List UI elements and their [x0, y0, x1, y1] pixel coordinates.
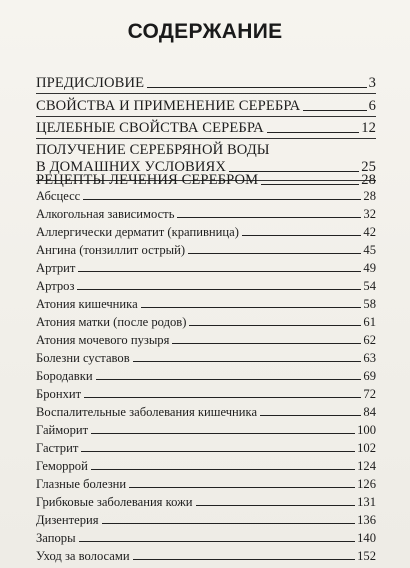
- toc-item-label: Дизентерия: [36, 513, 99, 527]
- toc-page-number: 45: [363, 243, 376, 257]
- toc-page-number: 42: [363, 225, 376, 239]
- leader-line: [96, 379, 362, 380]
- leader-line: [84, 397, 361, 398]
- toc-item-label: Атония мочевого пузыря: [36, 333, 170, 347]
- toc-item-label: Ангина (тонзиллит острый): [36, 243, 186, 257]
- toc-page-number: 3: [368, 75, 376, 91]
- toc-item: [36, 297, 376, 312]
- toc-item: [36, 279, 376, 294]
- toc-page-number: 124: [357, 459, 376, 473]
- divider: [36, 116, 376, 117]
- toc-section-properties: [36, 98, 376, 115]
- toc-item-label: Бронхит: [36, 387, 82, 401]
- leader-line: [83, 199, 361, 200]
- toc-item-label: Глазные болезни: [36, 477, 127, 491]
- leader-line: [189, 325, 361, 326]
- toc-item-label: Абсцесс: [36, 189, 81, 203]
- leader-line: [91, 469, 355, 470]
- toc-item: [36, 369, 376, 384]
- toc-item: [36, 243, 376, 258]
- toc-item: [36, 351, 376, 366]
- toc-page-number: 84: [363, 405, 376, 419]
- toc-section-label: ПРЕДИСЛОВИЕ: [36, 75, 145, 91]
- toc-page-number: 6: [368, 98, 376, 114]
- toc-item: [36, 189, 376, 204]
- toc-section-preface: [36, 75, 376, 92]
- toc-item: [36, 495, 376, 510]
- toc-item: [36, 225, 376, 240]
- leader-line: [133, 361, 362, 362]
- toc-item-label: Болезни суставов: [36, 351, 130, 365]
- leader-line: [261, 184, 359, 185]
- toc-page-number: 61: [363, 315, 376, 329]
- toc-page-number: 12: [361, 120, 376, 136]
- toc-item: [36, 459, 376, 474]
- toc-item-label: Гайморит: [36, 423, 89, 437]
- leader-line: [133, 559, 356, 560]
- leader-line: [303, 110, 366, 111]
- toc-page-number: 63: [363, 351, 376, 365]
- leader-line: [79, 541, 356, 542]
- leader-line: [91, 433, 355, 434]
- toc-page-number: 140: [357, 531, 376, 545]
- toc-item: [36, 441, 376, 456]
- toc-page-number: 25: [361, 159, 376, 175]
- toc-item-label: Артроз: [36, 279, 75, 293]
- toc-page-number: 102: [357, 441, 376, 455]
- toc-section-label: СВОЙСТВА И ПРИМЕНЕНИЕ СЕРЕБРА: [36, 98, 301, 114]
- toc-item-label: Геморрой: [36, 459, 88, 473]
- leader-line: [260, 415, 361, 416]
- toc-page-number: 54: [363, 279, 376, 293]
- toc-item-label: Артрит: [36, 261, 76, 275]
- toc-item-label: Грибковые заболевания кожи: [36, 495, 193, 509]
- toc-item: [36, 261, 376, 276]
- toc-item: [36, 207, 376, 222]
- toc-item: [36, 405, 376, 420]
- toc-item-label: Алкогольная зависимость: [36, 207, 175, 221]
- toc-item: [36, 315, 376, 330]
- toc-item: [36, 531, 376, 546]
- toc-section-healing: [36, 120, 376, 137]
- toc-page-number: 126: [357, 477, 376, 491]
- toc-item-label: Воспалительные заболевания кишечника: [36, 405, 258, 419]
- toc-section-label: РЕЦЕПТЫ ЛЕЧЕНИЯ СЕРЕБРОМ: [36, 172, 259, 188]
- leader-line: [129, 487, 355, 488]
- toc-page-number: 58: [363, 297, 376, 311]
- leader-line: [188, 253, 361, 254]
- leader-line: [141, 307, 362, 308]
- leader-line: [81, 451, 355, 452]
- leader-line: [77, 289, 361, 290]
- leader-line: [172, 343, 361, 344]
- leader-line: [196, 505, 356, 506]
- toc-page-number: 28: [361, 172, 376, 188]
- toc-page-number: 69: [363, 369, 376, 383]
- toc-section-recipes: [36, 172, 376, 189]
- toc-item: [36, 477, 376, 492]
- toc-page-number: 131: [357, 495, 376, 509]
- toc-section-label-line2: В ДОМАШНИХ УСЛОВИЯХ: [36, 159, 226, 175]
- toc-page-number: 136: [357, 513, 376, 527]
- toc-item-label: Бородавки: [36, 369, 93, 383]
- divider: [36, 138, 376, 139]
- toc-page-number: 100: [357, 423, 376, 437]
- toc-item-label: Запоры: [36, 531, 76, 545]
- toc-section-label: ЦЕЛЕБНЫЕ СВОЙСТВА СЕРЕБРА: [36, 120, 264, 136]
- toc-page-number: 72: [363, 387, 376, 401]
- leader-line: [177, 217, 361, 218]
- toc-page-number: 62: [363, 333, 376, 347]
- toc-page-number: 32: [363, 207, 376, 221]
- toc-page-number: 49: [363, 261, 376, 275]
- leader-line: [78, 271, 361, 272]
- toc-item: [36, 333, 376, 348]
- toc-item: [36, 513, 376, 528]
- divider: [36, 93, 376, 94]
- leader-line: [267, 132, 359, 133]
- leader-line: [242, 235, 362, 236]
- toc-section-silver-water: [36, 142, 376, 176]
- toc-item: [36, 387, 376, 402]
- toc-item: [36, 423, 376, 438]
- toc-item-label: Уход за волосами: [36, 549, 130, 563]
- toc-section-label-line1: ПОЛУЧЕНИЕ СЕРЕБРЯНОЙ ВОДЫ: [36, 142, 270, 158]
- toc-item-label: Гастрит: [36, 441, 79, 455]
- toc-page-number: 28: [363, 189, 376, 203]
- leader-line: [102, 523, 356, 524]
- toc-page-number: 152: [357, 549, 376, 563]
- toc-item-label: Атония матки (после родов): [36, 315, 187, 329]
- toc-item-label: Аллергически дерматит (крапивница): [36, 225, 239, 239]
- toc-item: [36, 549, 376, 564]
- leader-line: [147, 87, 366, 88]
- toc-item-label: Атония кишечника: [36, 297, 138, 311]
- page-title: СОДЕРЖАНИЕ: [127, 20, 283, 43]
